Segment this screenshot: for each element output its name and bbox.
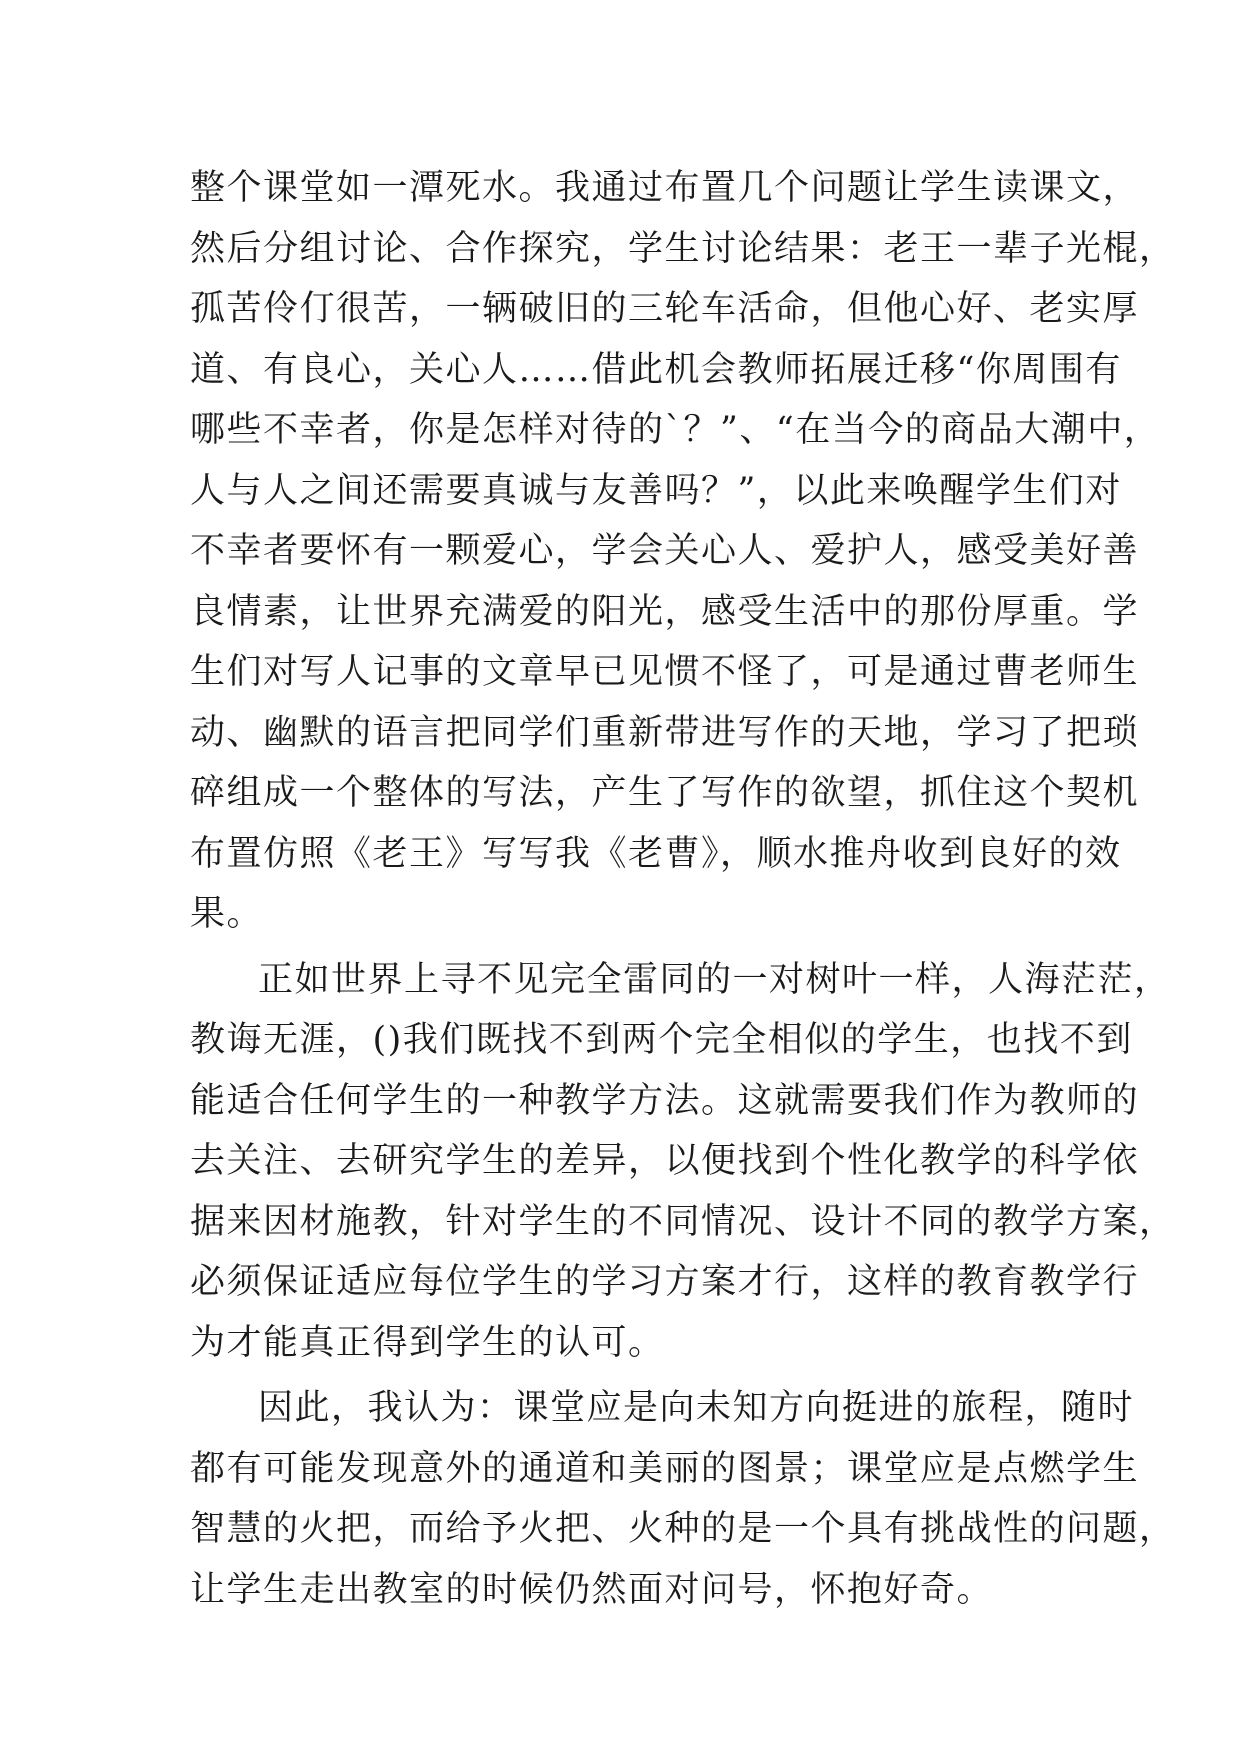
text-line: 智慧的火把，而给予火把、火种的是一个具有挑战性的问题， xyxy=(190,1509,1176,1549)
text-line: 孤苦伶仃很苦，一辆破旧的三轮车活命，但他心好、老实厚 xyxy=(190,289,1140,329)
text-line: 必须保证适应每位学生的学习方案才行，这样的教育教学行 xyxy=(190,1262,1140,1302)
text-line: 教诲无涯，()我们既找不到两个完全相似的学生，也找不到 xyxy=(190,1020,1133,1060)
text-line: 都有可能发现意外的通道和美丽的图景；课堂应是点燃学生 xyxy=(190,1448,1140,1489)
paragraph-2 xyxy=(190,950,1176,1374)
text-line: 哪些不幸者，你是怎样对待的`？”、“在当今的商品大潮中， xyxy=(190,410,1161,450)
text-line: 据来因材施教，针对学生的不同情况、设计不同的教学方案， xyxy=(190,1201,1176,1242)
text-line: 正如世界上寻不见完全雷同的一对树叶一样，人海茫茫， xyxy=(258,959,1171,1000)
text-line: 去关注、去研究学生的差异，以便找到个性化教学的科学依 xyxy=(190,1141,1140,1181)
paragraph-3 xyxy=(190,1378,1176,1620)
text-line: 果。 xyxy=(190,894,264,934)
text-line: 能适合任何学生的一种教学方法。这就需要我们作为教师的 xyxy=(190,1080,1140,1121)
text-line: 为才能真正得到学生的认可。 xyxy=(190,1322,665,1363)
text-line: 道、有良心，关心人……借此机会教师拓展迁移“你周围有 xyxy=(190,349,1122,390)
body-text xyxy=(190,158,1176,1620)
text-line: 良情素，让世界充满爱的阳光，感受生活中的那份厚重。学 xyxy=(190,591,1140,632)
text-line: 不幸者要怀有一颗爱心，学会关心人、爱护人，感受美好善 xyxy=(190,531,1140,571)
text-line: 因此，我认为：课堂应是向未知方向挺进的旅程，随时 xyxy=(258,1388,1135,1428)
paragraph-1 xyxy=(190,158,1176,945)
text-line: 布置仿照《老王》写写我《老曹》，顺水推舟收到良好的效 xyxy=(190,833,1122,874)
text-line: 让学生走出教室的时候仍然面对问号，怀抱好奇。 xyxy=(190,1569,994,1610)
text-line: 动、幽默的语言把同学们重新带进写作的天地，学习了把琐 xyxy=(190,712,1140,753)
text-line: 生们对写人记事的文章早已见惯不怪了，可是通过曹老师生 xyxy=(190,652,1140,692)
text-line: 整个课堂如一潭死水。我通过布置几个问题让学生读课文， xyxy=(190,168,1140,208)
text-line: 人与人之间还需要真诚与友善吗？”，以此来唤醒学生们对 xyxy=(190,470,1122,511)
text-line: 然后分组讨论、合作探究，学生讨论结果：老王一辈子光棍， xyxy=(190,228,1176,269)
text-line: 碎组成一个整体的写法，产生了写作的欲望，抓住这个契机 xyxy=(190,773,1140,813)
